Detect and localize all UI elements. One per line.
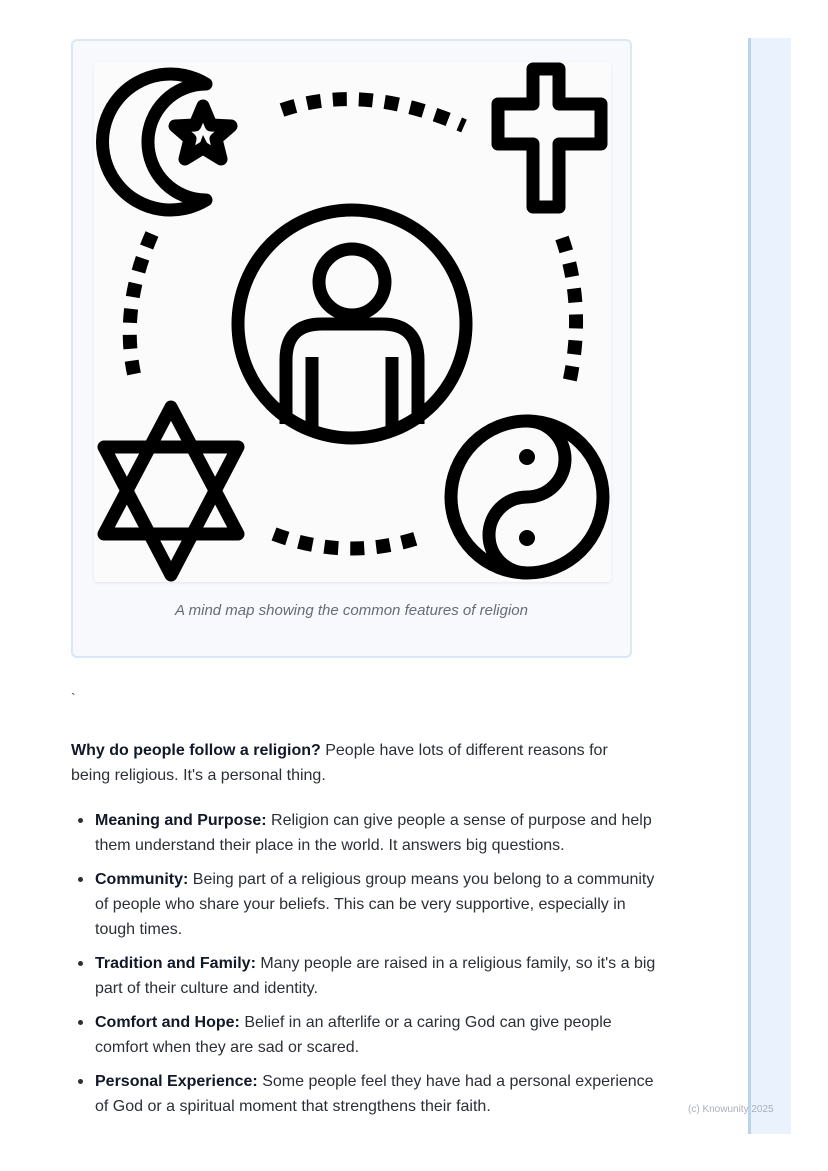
intro-paragraph	[71, 738, 641, 788]
copyright-text: (c) Knowunity 2025	[688, 1104, 774, 1115]
reason-text: Many people are raised in a religious family, so it's a big part of their culture and identity.	[95, 955, 656, 997]
reason-title: Tradition and Family:	[95, 955, 256, 972]
mind-map-illustration	[94, 62, 611, 582]
reasons-list	[71, 808, 665, 1128]
figure-card	[71, 39, 632, 658]
figure-caption: A mind map showing the common features of religion	[175, 602, 528, 619]
reason-text: Religion can give people a sense of purpose and help them understand their place in the world. It answers big questions.	[95, 812, 652, 854]
list-item	[95, 951, 665, 1001]
christian-cross-icon	[498, 69, 601, 207]
reason-title: Comfort and Hope:	[95, 1014, 240, 1031]
crescent-star-icon	[103, 74, 231, 210]
reason-title: Community:	[95, 871, 189, 888]
list-item	[95, 1069, 665, 1119]
person-icon	[238, 210, 466, 438]
reason-title: Meaning and Purpose:	[95, 812, 267, 829]
mind-map-image	[94, 62, 611, 582]
intro-question: Why do people follow a religion?	[71, 742, 321, 759]
reason-text: Some people feel they have had a personal experience of God or a spiritual moment that strengthens their faith.	[95, 1073, 654, 1115]
reason-text: Being part of a religious group means you belong to a community of people who share your beliefs. This can be very supportive, especially in tough times.	[95, 871, 655, 938]
reason-text: Belief in an afterlife or a caring God can give people comfort when they are sad or scared.	[95, 1014, 612, 1056]
intro-text: People have lots of different reasons for being religious. It's a personal thing.	[71, 742, 608, 784]
star-of-david-icon	[104, 407, 238, 575]
side-panel	[748, 38, 791, 1134]
list-item	[95, 808, 665, 858]
separator-mark: `	[71, 690, 76, 706]
list-item	[95, 867, 665, 942]
yin-yang-icon	[451, 421, 603, 573]
list-item	[95, 1010, 665, 1060]
reason-title: Personal Experience:	[95, 1073, 258, 1090]
